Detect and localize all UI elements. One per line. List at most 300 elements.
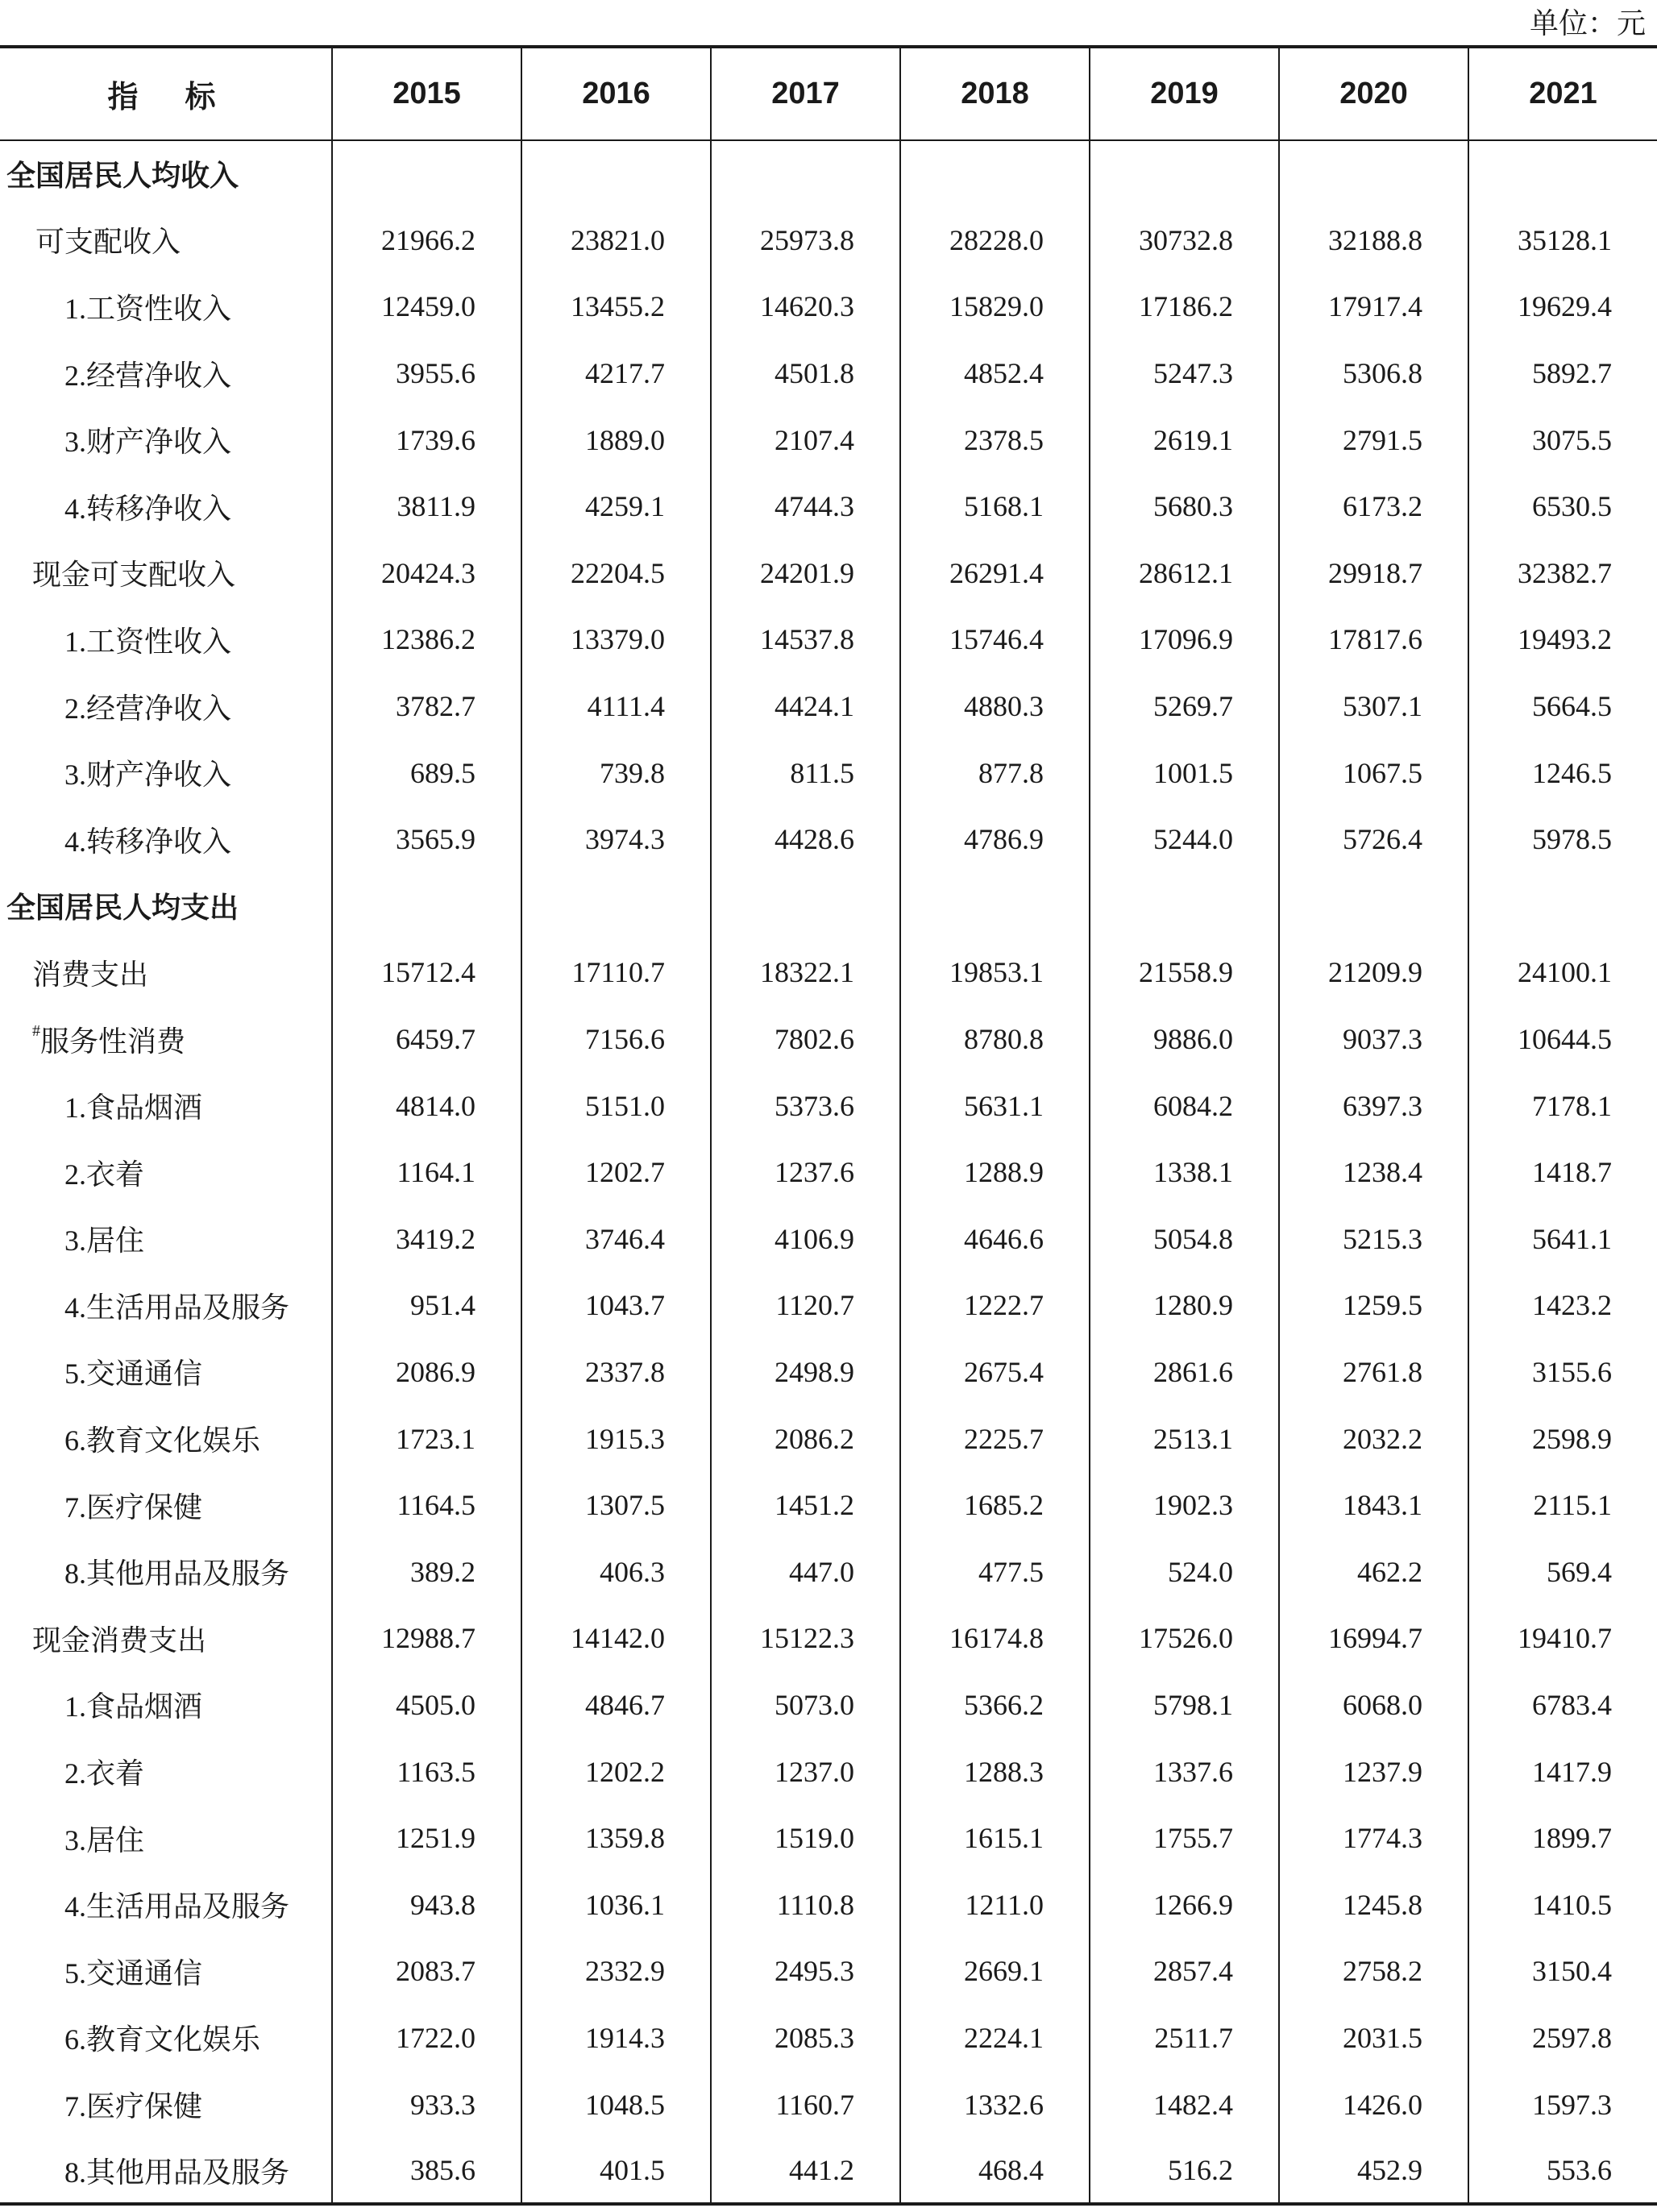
cell-value: 25973.8 [711, 207, 900, 274]
cell-value: 401.5 [521, 2138, 711, 2205]
cell-value: 1307.5 [521, 1472, 711, 1539]
cell-value: 943.8 [332, 1871, 521, 1938]
cell-value: 4744.3 [711, 473, 900, 540]
table-row [0, 1805, 1657, 1872]
row-label [0, 2071, 332, 2138]
cell-value: 2378.5 [900, 406, 1090, 473]
cell-value: 16994.7 [1279, 1605, 1468, 1672]
cell-value: 1280.9 [1090, 1272, 1279, 1339]
table-row [0, 1938, 1657, 2005]
row-label-text: 4.转移净收入 [64, 492, 232, 525]
cell-value: 5726.4 [1279, 806, 1468, 873]
table-row [0, 1139, 1657, 1206]
cell-value: 468.4 [900, 2138, 1090, 2205]
cell-value: 877.8 [900, 739, 1090, 806]
row-label [0, 606, 332, 673]
row-label-text: 2.衣着 [64, 1757, 145, 1790]
cell-value [1090, 873, 1279, 940]
cell-value: 1519.0 [711, 1805, 900, 1872]
cell-value: 5306.8 [1279, 340, 1468, 407]
cell-value: 29918.7 [1279, 540, 1468, 607]
table-row [0, 1272, 1657, 1339]
cell-value: 2861.6 [1090, 1339, 1279, 1406]
row-label-text: 1.食品烟酒 [64, 1690, 203, 1723]
row-label-text: 5.交通通信 [64, 1956, 203, 1990]
cell-value: 389.2 [332, 1538, 521, 1605]
cell-value: 4501.8 [711, 340, 900, 407]
row-label-text: 服务性消费 [40, 1025, 186, 1058]
row-label [0, 1871, 332, 1938]
cell-value: 5892.7 [1468, 340, 1657, 407]
cell-value [1468, 140, 1657, 207]
cell-value: 811.5 [711, 739, 900, 806]
cell-value: 2597.8 [1468, 2005, 1657, 2072]
cell-value: 4505.0 [332, 1672, 521, 1739]
row-label [0, 1738, 332, 1805]
row-label-text: 4.生活用品及服务 [64, 1291, 290, 1324]
cell-value: 447.0 [711, 1538, 900, 1605]
cell-value: 1211.0 [900, 1871, 1090, 1938]
cell-value: 1899.7 [1468, 1805, 1657, 1872]
cell-value: 2085.3 [711, 2005, 900, 2072]
cell-value: 24100.1 [1468, 939, 1657, 1006]
cell-value: 933.3 [332, 2071, 521, 2138]
table-row [0, 540, 1657, 607]
cell-value: 21558.9 [1090, 939, 1279, 1006]
row-label [0, 806, 332, 873]
row-label-text: 现金消费支出 [32, 1624, 207, 1657]
cell-value: 1120.7 [711, 1272, 900, 1339]
unit-label: 单位：元 [1529, 7, 1646, 40]
row-label [0, 939, 332, 1006]
table-row [0, 1871, 1657, 1938]
cell-value: 5664.5 [1468, 673, 1657, 740]
cell-value: 5073.0 [711, 1672, 900, 1739]
row-label-text: 3.居住 [64, 1823, 145, 1856]
cell-value: 5798.1 [1090, 1672, 1279, 1739]
cell-value: 2758.2 [1279, 1938, 1468, 2005]
cell-value: 1843.1 [1279, 1472, 1468, 1539]
row-label [0, 1072, 332, 1139]
cell-value: 462.2 [1279, 1538, 1468, 1605]
cell-value: 1338.1 [1090, 1139, 1279, 1206]
cell-value: 7802.6 [711, 1006, 900, 1073]
cell-value: 15829.0 [900, 273, 1090, 340]
row-label-text: 4.生活用品及服务 [64, 1890, 290, 1923]
cell-value: 12459.0 [332, 273, 521, 340]
cell-value: 5269.7 [1090, 673, 1279, 740]
row-label-text: 1.工资性收入 [64, 625, 232, 658]
row-label [0, 1139, 332, 1206]
cell-value: 2332.9 [521, 1938, 711, 2005]
row-label [0, 1538, 332, 1605]
cell-value: 951.4 [332, 1272, 521, 1339]
cell-value: 2495.3 [711, 1938, 900, 2005]
row-label [0, 1472, 332, 1539]
cell-value: 17110.7 [521, 939, 711, 1006]
cell-value: 17817.6 [1279, 606, 1468, 673]
row-label [0, 540, 332, 607]
cell-value: 4846.7 [521, 1672, 711, 1739]
table-row [0, 1472, 1657, 1539]
table-row [0, 606, 1657, 673]
cell-value: 5366.2 [900, 1672, 1090, 1739]
cell-value: 1202.7 [521, 1139, 711, 1206]
cell-value: 28612.1 [1090, 540, 1279, 607]
cell-value: 28228.0 [900, 207, 1090, 274]
cell-value: 4646.6 [900, 1206, 1090, 1273]
row-label-text: 5.交通通信 [64, 1358, 203, 1391]
cell-value: 1246.5 [1468, 739, 1657, 806]
table-row [0, 2005, 1657, 2072]
cell-value: 17186.2 [1090, 273, 1279, 340]
cell-value: 1902.3 [1090, 1472, 1279, 1539]
cell-value: 4814.0 [332, 1072, 521, 1139]
cell-value: 516.2 [1090, 2138, 1279, 2205]
row-label [0, 140, 332, 207]
cell-value: 24201.9 [711, 540, 900, 607]
cell-value: 5247.3 [1090, 340, 1279, 407]
cell-value: 2761.8 [1279, 1339, 1468, 1406]
table-row [0, 207, 1657, 274]
row-label-text: 7.医疗保健 [64, 1491, 203, 1524]
cell-value: 3075.5 [1468, 406, 1657, 473]
cell-value: 569.4 [1468, 1538, 1657, 1605]
header-year: 2017 [711, 47, 900, 140]
row-label-text: 2.衣着 [64, 1158, 145, 1191]
cell-value [1090, 140, 1279, 207]
row-label-text: 2.经营净收入 [64, 359, 232, 392]
cell-value [521, 873, 711, 940]
cell-value [1279, 873, 1468, 940]
table-row [0, 1006, 1657, 1073]
cell-value: 3155.6 [1468, 1339, 1657, 1406]
cell-value: 22204.5 [521, 540, 711, 607]
cell-value: 5641.1 [1468, 1206, 1657, 1273]
cell-value: 19629.4 [1468, 273, 1657, 340]
cell-value: 2669.1 [900, 1938, 1090, 2005]
header-year: 2020 [1279, 47, 1468, 140]
table-row [0, 1339, 1657, 1406]
cell-value: 1222.7 [900, 1272, 1090, 1339]
cell-value: 1237.6 [711, 1139, 900, 1206]
cell-value: 19493.2 [1468, 606, 1657, 673]
cell-value: 9037.3 [1279, 1006, 1468, 1073]
row-label [0, 2138, 332, 2205]
cell-value: 3974.3 [521, 806, 711, 873]
cell-value: 12386.2 [332, 606, 521, 673]
cell-value: 1915.3 [521, 1405, 711, 1472]
table-row [0, 1672, 1657, 1739]
cell-value: 5215.3 [1279, 1206, 1468, 1273]
table-row [0, 473, 1657, 540]
table-row [0, 806, 1657, 873]
cell-value: 1160.7 [711, 2071, 900, 2138]
cell-value: 5978.5 [1468, 806, 1657, 873]
row-label-text: 3.财产净收入 [64, 759, 232, 792]
cell-value: 1451.2 [711, 1472, 900, 1539]
cell-value: 3955.6 [332, 340, 521, 407]
cell-value: 3782.7 [332, 673, 521, 740]
cell-value: 2225.7 [900, 1405, 1090, 1472]
cell-value: 1337.6 [1090, 1738, 1279, 1805]
row-label [0, 873, 332, 940]
table-row [0, 739, 1657, 806]
cell-value: 5244.0 [1090, 806, 1279, 873]
cell-value: 2224.1 [900, 2005, 1090, 2072]
cell-value: 1685.2 [900, 1472, 1090, 1539]
cell-value: 553.6 [1468, 2138, 1657, 2205]
row-label [0, 1272, 332, 1339]
cell-value: 14142.0 [521, 1605, 711, 1672]
row-label-text: 1.工资性收入 [64, 292, 232, 325]
cell-value: 6459.7 [332, 1006, 521, 1073]
cell-value: 12988.7 [332, 1605, 521, 1672]
row-label [0, 1805, 332, 1872]
cell-value: 15746.4 [900, 606, 1090, 673]
row-label-text: 8.其他用品及服务 [64, 2156, 290, 2189]
cell-value: 1417.9 [1468, 1738, 1657, 1805]
cell-value: 1043.7 [521, 1272, 711, 1339]
row-label-text: 现金可支配收入 [32, 559, 236, 592]
cell-value: 5680.3 [1090, 473, 1279, 540]
cell-value: 13379.0 [521, 606, 711, 673]
cell-value: 7156.6 [521, 1006, 711, 1073]
cell-value: 2675.4 [900, 1339, 1090, 1406]
cell-value: 452.9 [1279, 2138, 1468, 2205]
table-row [0, 1538, 1657, 1605]
cell-value: 3811.9 [332, 473, 521, 540]
cell-value: 5151.0 [521, 1072, 711, 1139]
cell-value: 19853.1 [900, 939, 1090, 1006]
row-label [0, 207, 332, 274]
cell-value: 2619.1 [1090, 406, 1279, 473]
row-label-text: 消费支出 [32, 958, 149, 991]
header-year: 2021 [1468, 47, 1657, 140]
cell-value: 4111.4 [521, 673, 711, 740]
row-label [0, 1206, 332, 1273]
cell-value: 30732.8 [1090, 207, 1279, 274]
cell-value: 35128.1 [1468, 207, 1657, 274]
cell-value: 2086.2 [711, 1405, 900, 1472]
cell-value: 20424.3 [332, 540, 521, 607]
cell-value: 8780.8 [900, 1006, 1090, 1073]
cell-value: 5168.1 [900, 473, 1090, 540]
cell-value: 524.0 [1090, 1538, 1279, 1605]
cell-value: 4852.4 [900, 340, 1090, 407]
cell-value: 477.5 [900, 1538, 1090, 1605]
cell-value: 9886.0 [1090, 1006, 1279, 1073]
cell-value: 2598.9 [1468, 1405, 1657, 1472]
cell-value: 19410.7 [1468, 1605, 1657, 1672]
cell-value: 2511.7 [1090, 2005, 1279, 2072]
cell-value: 23821.0 [521, 207, 711, 274]
row-label-text: 2.经营净收入 [64, 692, 232, 725]
cell-value [521, 140, 711, 207]
cell-value: 15122.3 [711, 1605, 900, 1672]
table-row [0, 1738, 1657, 1805]
cell-value: 4424.1 [711, 673, 900, 740]
cell-value: 1723.1 [332, 1405, 521, 1472]
cell-value: 7178.1 [1468, 1072, 1657, 1139]
cell-value: 6068.0 [1279, 1672, 1468, 1739]
cell-value: 16174.8 [900, 1605, 1090, 1672]
cell-value: 2031.5 [1279, 2005, 1468, 2072]
table-row [0, 1206, 1657, 1273]
cell-value: 4217.7 [521, 340, 711, 407]
cell-value: 1163.5 [332, 1738, 521, 1805]
row-label-text: 7.医疗保健 [64, 2090, 203, 2123]
cell-value: 2498.9 [711, 1339, 900, 1406]
cell-value: 32188.8 [1279, 207, 1468, 274]
row-label [0, 1006, 332, 1073]
cell-value: 1266.9 [1090, 1871, 1279, 1938]
table-row [0, 939, 1657, 1006]
cell-value [1279, 140, 1468, 207]
header-year: 2016 [521, 47, 711, 140]
cell-value: 6783.4 [1468, 1672, 1657, 1739]
cell-value: 6084.2 [1090, 1072, 1279, 1139]
cell-value: 441.2 [711, 2138, 900, 2205]
cell-value: 4428.6 [711, 806, 900, 873]
cell-value: 1774.3 [1279, 1805, 1468, 1872]
row-label-text: 8.其他用品及服务 [64, 1557, 290, 1590]
cell-value: 1423.2 [1468, 1272, 1657, 1339]
cell-value: 10644.5 [1468, 1006, 1657, 1073]
cell-value: 385.6 [332, 2138, 521, 2205]
cell-value [711, 140, 900, 207]
cell-value: 21966.2 [332, 207, 521, 274]
cell-value: 1067.5 [1279, 739, 1468, 806]
header-row [0, 47, 1657, 140]
cell-value: 4880.3 [900, 673, 1090, 740]
cell-value: 1739.6 [332, 406, 521, 473]
cell-value: 3746.4 [521, 1206, 711, 1273]
cell-value: 1288.3 [900, 1738, 1090, 1805]
cell-value: 3565.9 [332, 806, 521, 873]
row-label [0, 406, 332, 473]
row-label [0, 273, 332, 340]
row-label [0, 739, 332, 806]
row-label [0, 1339, 332, 1406]
table-row [0, 673, 1657, 740]
row-label-prefix: # [32, 1021, 40, 1040]
row-label-text: 4.转移净收入 [64, 825, 232, 858]
cell-value [332, 873, 521, 940]
cell-value: 1418.7 [1468, 1139, 1657, 1206]
row-label-text: 可支配收入 [35, 226, 181, 259]
table-row [0, 2138, 1657, 2205]
cell-value: 1245.8 [1279, 1871, 1468, 1938]
cell-value: 17096.9 [1090, 606, 1279, 673]
cell-value [711, 873, 900, 940]
income-expenditure-table [0, 45, 1657, 2206]
cell-value: 689.5 [332, 739, 521, 806]
cell-value: 1359.8 [521, 1805, 711, 1872]
row-label-text: 6.教育文化娱乐 [64, 1424, 261, 1457]
cell-value: 2086.9 [332, 1339, 521, 1406]
cell-value: 3419.2 [332, 1206, 521, 1273]
cell-value: 1251.9 [332, 1805, 521, 1872]
cell-value: 2115.1 [1468, 1472, 1657, 1539]
cell-value: 1238.4 [1279, 1139, 1468, 1206]
cell-value: 1036.1 [521, 1871, 711, 1938]
cell-value: 13455.2 [521, 273, 711, 340]
cell-value: 1288.9 [900, 1139, 1090, 1206]
cell-value: 26291.4 [900, 540, 1090, 607]
cell-value: 18322.1 [711, 939, 900, 1006]
cell-value: 1259.5 [1279, 1272, 1468, 1339]
row-label [0, 340, 332, 407]
cell-value: 1202.2 [521, 1738, 711, 1805]
row-label [0, 2005, 332, 2072]
cell-value: 6173.2 [1279, 473, 1468, 540]
cell-value: 1110.8 [711, 1871, 900, 1938]
cell-value: 1164.1 [332, 1139, 521, 1206]
cell-value: 2791.5 [1279, 406, 1468, 473]
row-label-text: 全国居民人均支出 [6, 892, 239, 925]
cell-value: 1332.6 [900, 2071, 1090, 2138]
cell-value: 6397.3 [1279, 1072, 1468, 1139]
header-year: 2015 [332, 47, 521, 140]
cell-value: 406.3 [521, 1538, 711, 1605]
row-label [0, 1605, 332, 1672]
section-header-row [0, 873, 1657, 940]
cell-value: 2337.8 [521, 1339, 711, 1406]
cell-value: 2857.4 [1090, 1938, 1279, 2005]
cell-value: 4786.9 [900, 806, 1090, 873]
cell-value: 14620.3 [711, 273, 900, 340]
cell-value [332, 140, 521, 207]
row-label-text: 6.教育文化娱乐 [64, 2023, 261, 2056]
cell-value: 1237.9 [1279, 1738, 1468, 1805]
cell-value: 1889.0 [521, 406, 711, 473]
row-label-text: 全国居民人均收入 [6, 160, 239, 193]
cell-value: 5631.1 [900, 1072, 1090, 1139]
row-label [0, 1938, 332, 2005]
row-label-text: 3.居住 [64, 1224, 145, 1258]
header-year: 2019 [1090, 47, 1279, 140]
row-label [0, 473, 332, 540]
cell-value: 4259.1 [521, 473, 711, 540]
cell-value: 1597.3 [1468, 2071, 1657, 2138]
table-row [0, 273, 1657, 340]
cell-value: 5054.8 [1090, 1206, 1279, 1273]
cell-value: 5373.6 [711, 1072, 900, 1139]
row-label [0, 1672, 332, 1739]
cell-value: 32382.7 [1468, 540, 1657, 607]
table-row [0, 1405, 1657, 1472]
table-row [0, 406, 1657, 473]
cell-value: 1048.5 [521, 2071, 711, 2138]
cell-value: 17526.0 [1090, 1605, 1279, 1672]
header-indicator: 指 标 [0, 47, 332, 140]
cell-value: 4106.9 [711, 1206, 900, 1273]
cell-value: 1615.1 [900, 1805, 1090, 1872]
row-label-text: 3.财产净收入 [64, 426, 232, 459]
cell-value: 1164.5 [332, 1472, 521, 1539]
cell-value: 2032.2 [1279, 1405, 1468, 1472]
cell-value: 3150.4 [1468, 1938, 1657, 2005]
cell-value: 1482.4 [1090, 2071, 1279, 2138]
cell-value: 17917.4 [1279, 273, 1468, 340]
cell-value: 14537.8 [711, 606, 900, 673]
cell-value [900, 140, 1090, 207]
table-row [0, 2071, 1657, 2138]
cell-value: 6530.5 [1468, 473, 1657, 540]
header-year: 2018 [900, 47, 1090, 140]
cell-value: 5307.1 [1279, 673, 1468, 740]
